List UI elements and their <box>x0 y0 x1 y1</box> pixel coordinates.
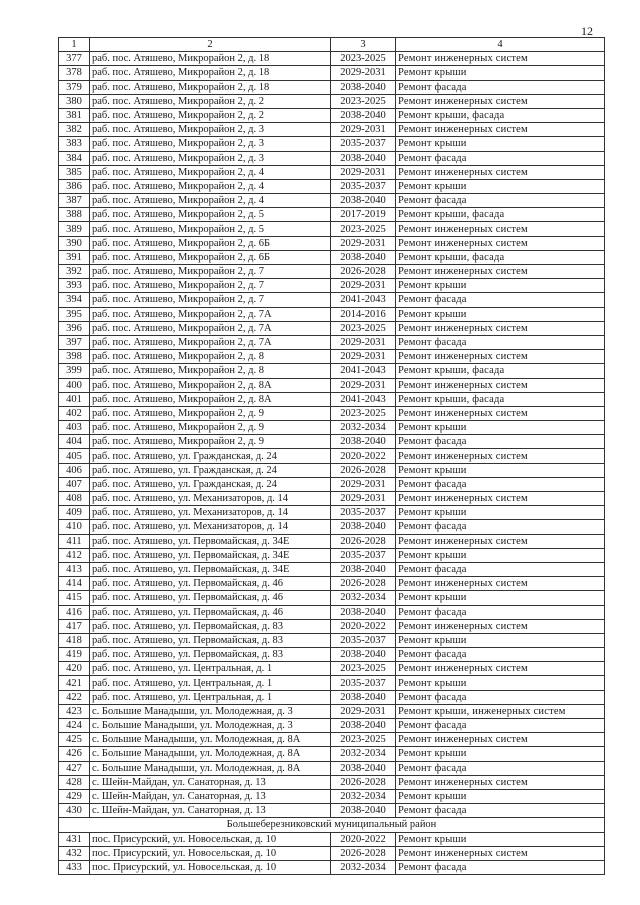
work-type-cell: Ремонт инженерных систем <box>396 321 605 335</box>
work-type-cell: Ремонт инженерных систем <box>396 846 605 860</box>
table-row <box>59 832 605 846</box>
period-cell: 2026-2028 <box>331 775 396 789</box>
address-cell: с. Шейн-Майдан, ул. Санаторная, д. 13 <box>90 804 331 818</box>
table-row <box>59 719 605 733</box>
table-row <box>59 137 605 151</box>
address-cell: раб. пос. Атяшево, ул. Гражданская, д. 24 <box>90 477 331 491</box>
period-cell: 2038-2040 <box>331 719 396 733</box>
work-type-cell: Ремонт фасада <box>396 477 605 491</box>
row-number-cell: 403 <box>59 421 90 435</box>
table-row <box>59 789 605 803</box>
work-type-cell: Ремонт крыши <box>396 832 605 846</box>
address-cell: раб. пос. Атяшево, ул. Механизаторов, д. 14 <box>90 506 331 520</box>
work-type-cell: Ремонт фасада <box>396 690 605 704</box>
table-row <box>59 66 605 80</box>
row-number-cell: 387 <box>59 194 90 208</box>
table-row <box>59 562 605 576</box>
period-cell: 2023-2025 <box>331 406 396 420</box>
address-cell: раб. пос. Атяшево, Микрорайон 2, д. 4 <box>90 165 331 179</box>
table-row <box>59 307 605 321</box>
table-row <box>59 406 605 420</box>
table-row <box>59 80 605 94</box>
address-cell: раб. пос. Атяшево, Микрорайон 2, д. 7 <box>90 279 331 293</box>
row-number-cell: 404 <box>59 435 90 449</box>
page-number: 12 <box>581 24 593 38</box>
work-type-cell: Ремонт инженерных систем <box>396 733 605 747</box>
table-row <box>59 733 605 747</box>
row-number-cell: 395 <box>59 307 90 321</box>
row-number-cell: 418 <box>59 633 90 647</box>
address-cell: раб. пос. Атяшево, Микрорайон 2, д. 8А <box>90 378 331 392</box>
row-number-cell: 424 <box>59 719 90 733</box>
address-cell: раб. пос. Атяшево, Микрорайон 2, д. 18 <box>90 52 331 66</box>
address-cell: раб. пос. Атяшево, Микрорайон 2, д. 6Б <box>90 250 331 264</box>
period-cell: 2038-2040 <box>331 151 396 165</box>
address-cell: раб. пос. Атяшево, ул. Первомайская, д. 34Е <box>90 534 331 548</box>
row-number-cell: 406 <box>59 463 90 477</box>
period-cell: 2041-2043 <box>331 364 396 378</box>
row-number-cell: 414 <box>59 577 90 591</box>
work-type-cell: Ремонт крыши <box>396 307 605 321</box>
row-number-cell: 396 <box>59 321 90 335</box>
table-row <box>59 421 605 435</box>
period-cell: 2038-2040 <box>331 804 396 818</box>
row-number-cell: 417 <box>59 619 90 633</box>
row-number-cell: 430 <box>59 804 90 818</box>
period-cell: 2035-2037 <box>331 633 396 647</box>
address-cell: раб. пос. Атяшево, Микрорайон 2, д. 3 <box>90 151 331 165</box>
address-cell: раб. пос. Атяшево, Микрорайон 2, д. 4 <box>90 194 331 208</box>
row-number-cell: 401 <box>59 392 90 406</box>
address-cell: раб. пос. Атяшево, Микрорайон 2, д. 9 <box>90 406 331 420</box>
header-cell: 4 <box>396 38 605 52</box>
period-cell: 2032-2034 <box>331 747 396 761</box>
address-cell: раб. пос. Атяшево, Микрорайон 2, д. 7А <box>90 335 331 349</box>
period-cell: 2020-2022 <box>331 832 396 846</box>
address-cell: раб. пос. Атяшево, ул. Первомайская, д. 34Е <box>90 548 331 562</box>
table-row <box>59 335 605 349</box>
table-row <box>59 151 605 165</box>
row-number-cell: 398 <box>59 350 90 364</box>
period-cell: 2035-2037 <box>331 548 396 562</box>
work-type-cell: Ремонт инженерных систем <box>396 165 605 179</box>
address-cell: раб. пос. Атяшево, ул. Первомайская, д. 83 <box>90 648 331 662</box>
address-cell: с. Большие Манадыши, ул. Молодежная, д. 3 <box>90 704 331 718</box>
table-row <box>59 804 605 818</box>
period-cell: 2032-2034 <box>331 789 396 803</box>
table-row <box>59 265 605 279</box>
table-row <box>59 392 605 406</box>
address-cell: раб. пос. Атяшево, Микрорайон 2, д. 3 <box>90 123 331 137</box>
period-cell: 2035-2037 <box>331 137 396 151</box>
work-type-cell: Ремонт фасада <box>396 761 605 775</box>
period-cell: 2038-2040 <box>331 761 396 775</box>
row-number-cell: 419 <box>59 648 90 662</box>
table-row <box>59 477 605 491</box>
period-cell: 2026-2028 <box>331 463 396 477</box>
table-row <box>59 321 605 335</box>
row-number-cell: 425 <box>59 733 90 747</box>
row-number-cell: 432 <box>59 846 90 860</box>
address-cell: с. Большие Манадыши, ул. Молодежная, д. 8А <box>90 733 331 747</box>
row-number-cell: 402 <box>59 406 90 420</box>
address-cell: раб. пос. Атяшево, Микрорайон 2, д. 18 <box>90 66 331 80</box>
table-row <box>59 648 605 662</box>
address-cell: с. Шейн-Майдан, ул. Санаторная, д. 13 <box>90 789 331 803</box>
address-cell: раб. пос. Атяшево, Микрорайон 2, д. 18 <box>90 80 331 94</box>
period-cell: 2038-2040 <box>331 108 396 122</box>
address-cell: раб. пос. Атяшево, Микрорайон 2, д. 8А <box>90 392 331 406</box>
row-number-cell: 408 <box>59 492 90 506</box>
row-number-cell: 389 <box>59 222 90 236</box>
row-number-cell: 384 <box>59 151 90 165</box>
period-cell: 2035-2037 <box>331 179 396 193</box>
row-number-cell: 388 <box>59 208 90 222</box>
work-type-cell: Ремонт крыши <box>396 66 605 80</box>
address-cell: раб. пос. Атяшево, Микрорайон 2, д. 8 <box>90 364 331 378</box>
work-type-cell: Ремонт фасада <box>396 435 605 449</box>
period-cell: 2041-2043 <box>331 392 396 406</box>
period-cell: 2032-2034 <box>331 421 396 435</box>
table-row <box>59 179 605 193</box>
table-row <box>59 747 605 761</box>
row-number-cell: 423 <box>59 704 90 718</box>
work-type-cell: Ремонт инженерных систем <box>396 123 605 137</box>
period-cell: 2029-2031 <box>331 704 396 718</box>
row-number-cell: 427 <box>59 761 90 775</box>
address-cell: раб. пос. Атяшево, Микрорайон 2, д. 6Б <box>90 236 331 250</box>
row-number-cell: 386 <box>59 179 90 193</box>
period-cell: 2029-2031 <box>331 350 396 364</box>
table-row <box>59 860 605 874</box>
table-row <box>59 52 605 66</box>
work-type-cell: Ремонт фасада <box>396 293 605 307</box>
table-row <box>59 435 605 449</box>
row-number-cell: 415 <box>59 591 90 605</box>
work-type-cell: Ремонт крыши, фасада <box>396 364 605 378</box>
period-cell: 2023-2025 <box>331 52 396 66</box>
row-number-cell: 378 <box>59 66 90 80</box>
address-cell: раб. пос. Атяшево, Микрорайон 2, д. 7А <box>90 307 331 321</box>
period-cell: 2029-2031 <box>331 165 396 179</box>
table-row <box>59 492 605 506</box>
period-cell: 2023-2025 <box>331 321 396 335</box>
period-cell: 2038-2040 <box>331 648 396 662</box>
table-row <box>59 506 605 520</box>
work-type-cell: Ремонт крыши, фасада <box>396 392 605 406</box>
period-cell: 2029-2031 <box>331 236 396 250</box>
header-cell: 2 <box>90 38 331 52</box>
address-cell: раб. пос. Атяшево, ул. Гражданская, д. 24 <box>90 449 331 463</box>
work-type-cell: Ремонт инженерных систем <box>396 265 605 279</box>
row-number-cell: 394 <box>59 293 90 307</box>
row-number-cell: 379 <box>59 80 90 94</box>
period-cell: 2038-2040 <box>331 250 396 264</box>
period-cell: 2038-2040 <box>331 520 396 534</box>
period-cell: 2032-2034 <box>331 860 396 874</box>
work-type-cell: Ремонт крыши <box>396 463 605 477</box>
table-row <box>59 676 605 690</box>
period-cell: 2038-2040 <box>331 690 396 704</box>
row-number-cell: 422 <box>59 690 90 704</box>
table-row <box>59 775 605 789</box>
address-cell: раб. пос. Атяшево, ул. Гражданская, д. 24 <box>90 463 331 477</box>
address-cell: раб. пос. Атяшево, Микрорайон 2, д. 7А <box>90 321 331 335</box>
work-type-cell: Ремонт крыши <box>396 179 605 193</box>
address-cell: пос. Присурский, ул. Новосельская, д. 10 <box>90 832 331 846</box>
work-type-cell: Ремонт инженерных систем <box>396 94 605 108</box>
address-cell: с. Большие Манадыши, ул. Молодежная, д. 3 <box>90 719 331 733</box>
table-row <box>59 279 605 293</box>
period-cell: 2038-2040 <box>331 80 396 94</box>
period-cell: 2023-2025 <box>331 94 396 108</box>
row-number-cell: 428 <box>59 775 90 789</box>
address-cell: раб. пос. Атяшево, Микрорайон 2, д. 7 <box>90 293 331 307</box>
period-cell: 2023-2025 <box>331 662 396 676</box>
row-number-cell: 377 <box>59 52 90 66</box>
table-row <box>59 534 605 548</box>
row-number-cell: 405 <box>59 449 90 463</box>
table-row <box>59 605 605 619</box>
address-cell: раб. пос. Атяшево, Микрорайон 2, д. 5 <box>90 208 331 222</box>
address-cell: раб. пос. Атяшево, ул. Механизаторов, д. 14 <box>90 520 331 534</box>
address-cell: раб. пос. Атяшево, ул. Первомайская, д. 46 <box>90 605 331 619</box>
work-type-cell: Ремонт фасада <box>396 80 605 94</box>
table-row <box>59 250 605 264</box>
address-cell: раб. пос. Атяшево, ул. Первомайская, д. 83 <box>90 633 331 647</box>
table-row <box>59 108 605 122</box>
work-type-cell: Ремонт инженерных систем <box>396 236 605 250</box>
row-number-cell: 410 <box>59 520 90 534</box>
work-type-cell: Ремонт фасада <box>396 335 605 349</box>
address-cell: пос. Присурский, ул. Новосельская, д. 10 <box>90 860 331 874</box>
work-type-cell: Ремонт крыши, инженерных систем <box>396 704 605 718</box>
address-cell: раб. пос. Атяшево, Микрорайон 2, д. 9 <box>90 435 331 449</box>
address-cell: раб. пос. Атяшево, ул. Механизаторов, д. 14 <box>90 492 331 506</box>
address-cell: раб. пос. Атяшево, ул. Первомайская, д. 83 <box>90 619 331 633</box>
address-cell: раб. пос. Атяшево, ул. Первомайская, д. 34Е <box>90 562 331 576</box>
period-cell: 2020-2022 <box>331 449 396 463</box>
work-type-cell: Ремонт крыши <box>396 137 605 151</box>
address-cell: раб. пос. Атяшево, Микрорайон 2, д. 2 <box>90 94 331 108</box>
work-type-cell: Ремонт фасада <box>396 151 605 165</box>
row-number-cell: 409 <box>59 506 90 520</box>
work-type-cell: Ремонт крыши <box>396 633 605 647</box>
work-type-cell: Ремонт инженерных систем <box>396 775 605 789</box>
work-type-cell: Ремонт крыши, фасада <box>396 208 605 222</box>
address-cell: раб. пос. Атяшево, Микрорайон 2, д. 9 <box>90 421 331 435</box>
period-cell: 2029-2031 <box>331 279 396 293</box>
row-number-cell: 400 <box>59 378 90 392</box>
period-cell: 2023-2025 <box>331 733 396 747</box>
work-type-cell: Ремонт крыши, фасада <box>396 250 605 264</box>
work-type-cell: Ремонт инженерных систем <box>396 350 605 364</box>
address-cell: раб. пос. Атяшево, Микрорайон 2, д. 4 <box>90 179 331 193</box>
work-type-cell: Ремонт крыши <box>396 548 605 562</box>
row-number-cell: 420 <box>59 662 90 676</box>
period-cell: 2029-2031 <box>331 378 396 392</box>
table-row <box>59 364 605 378</box>
table-row <box>59 208 605 222</box>
period-cell: 2032-2034 <box>331 591 396 605</box>
period-cell: 2035-2037 <box>331 506 396 520</box>
address-cell: раб. пос. Атяшево, Микрорайон 2, д. 5 <box>90 222 331 236</box>
work-type-cell: Ремонт фасада <box>396 562 605 576</box>
table-row <box>59 619 605 633</box>
row-number-cell: 399 <box>59 364 90 378</box>
address-cell: раб. пос. Атяшево, Микрорайон 2, д. 8 <box>90 350 331 364</box>
period-cell: 2029-2031 <box>331 335 396 349</box>
work-type-cell: Ремонт фасада <box>396 860 605 874</box>
row-number-cell: 383 <box>59 137 90 151</box>
table-row <box>59 165 605 179</box>
row-number-cell: 413 <box>59 562 90 576</box>
row-number-cell: 381 <box>59 108 90 122</box>
address-cell: раб. пос. Атяшево, Микрорайон 2, д. 3 <box>90 137 331 151</box>
period-cell: 2029-2031 <box>331 477 396 491</box>
work-type-cell: Ремонт инженерных систем <box>396 534 605 548</box>
table-row <box>59 761 605 775</box>
period-cell: 2029-2031 <box>331 492 396 506</box>
table-row <box>59 520 605 534</box>
table-row <box>59 449 605 463</box>
table-row <box>59 690 605 704</box>
section-title: Большеберезниковский муниципальный район <box>59 818 605 832</box>
row-number-cell: 416 <box>59 605 90 619</box>
section-row <box>59 818 605 832</box>
period-cell: 2026-2028 <box>331 577 396 591</box>
work-type-cell: Ремонт инженерных систем <box>396 449 605 463</box>
address-cell: раб. пос. Атяшево, Микрорайон 2, д. 7 <box>90 265 331 279</box>
period-cell: 2038-2040 <box>331 562 396 576</box>
table-row <box>59 577 605 591</box>
address-cell: с. Большие Манадыши, ул. Молодежная, д. 8А <box>90 747 331 761</box>
address-cell: раб. пос. Атяшево, ул. Центральная, д. 1 <box>90 676 331 690</box>
repair-schedule-table <box>58 37 605 875</box>
work-type-cell: Ремонт инженерных систем <box>396 662 605 676</box>
work-type-cell: Ремонт фасада <box>396 648 605 662</box>
work-type-cell: Ремонт фасада <box>396 605 605 619</box>
row-number-cell: 392 <box>59 265 90 279</box>
address-cell: раб. пос. Атяшево, Микрорайон 2, д. 2 <box>90 108 331 122</box>
period-cell: 2026-2028 <box>331 265 396 279</box>
table-row <box>59 662 605 676</box>
period-cell: 2026-2028 <box>331 846 396 860</box>
table-row <box>59 194 605 208</box>
period-cell: 2038-2040 <box>331 605 396 619</box>
table-row <box>59 222 605 236</box>
row-number-cell: 411 <box>59 534 90 548</box>
table-row <box>59 704 605 718</box>
table-row <box>59 846 605 860</box>
period-cell: 2038-2040 <box>331 194 396 208</box>
table-row <box>59 94 605 108</box>
work-type-cell: Ремонт инженерных систем <box>396 378 605 392</box>
row-number-cell: 382 <box>59 123 90 137</box>
work-type-cell: Ремонт фасада <box>396 719 605 733</box>
table-row <box>59 293 605 307</box>
work-type-cell: Ремонт инженерных систем <box>396 406 605 420</box>
work-type-cell: Ремонт инженерных систем <box>396 52 605 66</box>
work-type-cell: Ремонт инженерных систем <box>396 619 605 633</box>
work-type-cell: Ремонт инженерных систем <box>396 577 605 591</box>
table-row <box>59 463 605 477</box>
work-type-cell: Ремонт инженерных систем <box>396 492 605 506</box>
work-type-cell: Ремонт фасада <box>396 804 605 818</box>
row-number-cell: 393 <box>59 279 90 293</box>
row-number-cell: 407 <box>59 477 90 491</box>
work-type-cell: Ремонт крыши <box>396 591 605 605</box>
table-row <box>59 548 605 562</box>
address-cell: раб. пос. Атяшево, ул. Первомайская, д. 46 <box>90 591 331 605</box>
row-number-cell: 421 <box>59 676 90 690</box>
work-type-cell: Ремонт крыши <box>396 747 605 761</box>
work-type-cell: Ремонт крыши, фасада <box>396 108 605 122</box>
table-header-row <box>59 38 605 52</box>
period-cell: 2041-2043 <box>331 293 396 307</box>
period-cell: 2014-2016 <box>331 307 396 321</box>
row-number-cell: 412 <box>59 548 90 562</box>
address-cell: раб. пос. Атяшево, ул. Центральная, д. 1 <box>90 662 331 676</box>
period-cell: 2023-2025 <box>331 222 396 236</box>
address-cell: раб. пос. Атяшево, ул. Центральная, д. 1 <box>90 690 331 704</box>
address-cell: раб. пос. Атяшево, ул. Первомайская, д. 46 <box>90 577 331 591</box>
period-cell: 2038-2040 <box>331 435 396 449</box>
period-cell: 2026-2028 <box>331 534 396 548</box>
row-number-cell: 385 <box>59 165 90 179</box>
period-cell: 2029-2031 <box>331 123 396 137</box>
work-type-cell: Ремонт крыши <box>396 421 605 435</box>
address-cell: пос. Присурский, ул. Новосельская, д. 10 <box>90 846 331 860</box>
table-row <box>59 123 605 137</box>
work-type-cell: Ремонт крыши <box>396 279 605 293</box>
period-cell: 2029-2031 <box>331 66 396 80</box>
table-row <box>59 591 605 605</box>
header-cell: 3 <box>331 38 396 52</box>
row-number-cell: 391 <box>59 250 90 264</box>
table-row <box>59 350 605 364</box>
work-type-cell: Ремонт фасада <box>396 194 605 208</box>
row-number-cell: 426 <box>59 747 90 761</box>
work-type-cell: Ремонт инженерных систем <box>396 222 605 236</box>
header-cell: 1 <box>59 38 90 52</box>
table-row <box>59 378 605 392</box>
address-cell: с. Большие Манадыши, ул. Молодежная, д. 8А <box>90 761 331 775</box>
row-number-cell: 380 <box>59 94 90 108</box>
table-row <box>59 633 605 647</box>
table-row <box>59 236 605 250</box>
work-type-cell: Ремонт крыши <box>396 676 605 690</box>
row-number-cell: 390 <box>59 236 90 250</box>
period-cell: 2035-2037 <box>331 676 396 690</box>
address-cell: с. Шейн-Майдан, ул. Санаторная, д. 13 <box>90 775 331 789</box>
period-cell: 2020-2022 <box>331 619 396 633</box>
row-number-cell: 429 <box>59 789 90 803</box>
row-number-cell: 431 <box>59 832 90 846</box>
work-type-cell: Ремонт крыши <box>396 789 605 803</box>
row-number-cell: 433 <box>59 860 90 874</box>
period-cell: 2017-2019 <box>331 208 396 222</box>
work-type-cell: Ремонт крыши <box>396 506 605 520</box>
work-type-cell: Ремонт фасада <box>396 520 605 534</box>
row-number-cell: 397 <box>59 335 90 349</box>
